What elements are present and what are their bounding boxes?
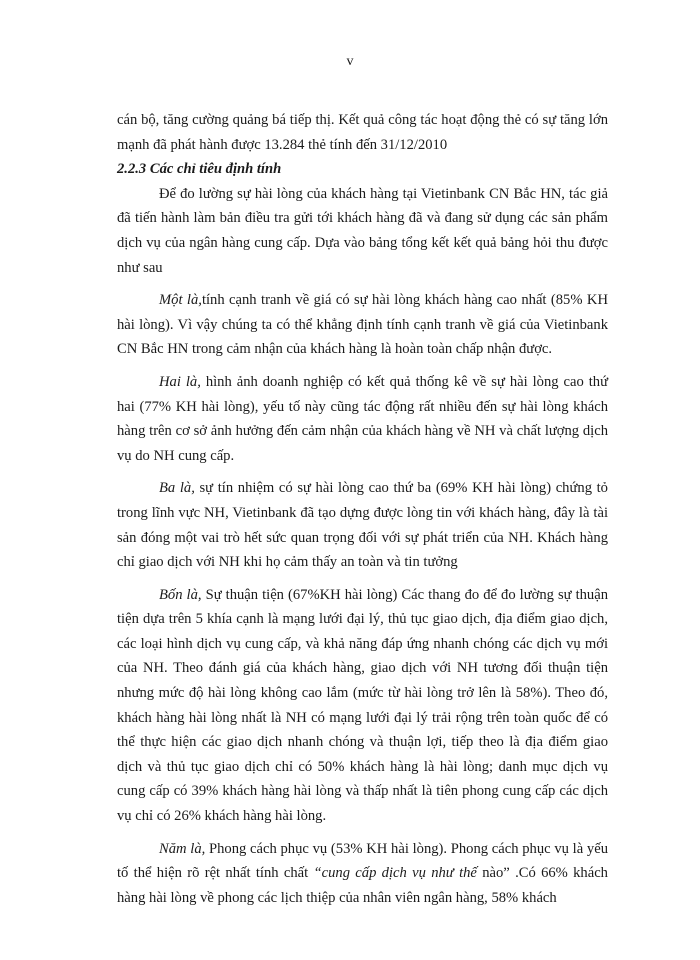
- paragraph-image-lead: Hai là,: [159, 373, 201, 390]
- paragraph-trust: [117, 476, 608, 574]
- paragraph-convenience-lead: Bốn là,: [159, 586, 202, 603]
- paragraph-price: [117, 288, 608, 362]
- paragraph-image: [117, 370, 608, 468]
- paragraph-trust-text: sự tín nhiệm có sự hài lòng cao thứ ba (69% KH hài lòng) chứng tỏ trong lĩnh vực NH, Vietinbank đã tạo dựng được lòng tin với khách hàng, đây là tài sản đóng một vai trò hết sức quan trọng đối với sự phát triển của NH. Khách hàng chỉ giao dịch với NH khi họ cảm thấy an toàn và tin tưởng: [117, 480, 608, 571]
- section-heading: 2.2.3 Các chỉ tiêu định tính: [117, 161, 282, 178]
- paragraph-trust-lead: Ba là,: [159, 480, 195, 497]
- paragraph-image-text: hình ảnh doanh nghiệp có kết quả thống kê về sự hài lòng cao thứ hai (77% KH hài lòng), yếu tố này cũng tác động rất nhiều đến sự hài lòng khách hàng trên cơ sở ảnh hưởng đến cảm nhận của khách hàng về NH và chất lượng dịch vụ do NH cung cấp.: [117, 373, 609, 464]
- document-body: [117, 108, 608, 910]
- paragraph-survey: Để đo lường sự hài lòng của khách hàng tại Vietinbank CN Bắc HN, tác giả đã tiến hành làm bản điều tra gửi tới khách hàng đã và đang sử dụng các sản phẩm dịch vụ của ngân hàng cung cấp. Dựa vào bảng tổng kết kết quả bảng hỏi thu được như sau: [117, 185, 608, 276]
- intro-paragraph: cán bộ, tăng cường quảng bá tiếp thị. Kết quả công tác hoạt động thẻ có sự tăng lớn mạnh đã phát hành được 13.284 thẻ tính đến 31/12/2010: [117, 112, 608, 153]
- paragraph-service-text-a: Phong cách phục vụ (53% KH hài lòng). Phong cách phục vụ là yếu tố thể hiện rõ rệt nhất tính chất: [117, 840, 608, 882]
- paragraph-service-quote: “cung cấp dịch vụ như thế: [313, 865, 477, 882]
- paragraph-price-lead: Một là,: [159, 292, 202, 309]
- paragraph-service-text-b: nào” .Có 66% khách hàng hài lòng về phong các lịch thiệp của nhân viên ngân hàng, 58% khách: [117, 865, 608, 906]
- paragraph-service-style: [117, 837, 608, 911]
- paragraph-convenience-text: Sự thuận tiện (67%KH hài lòng) Các thang đo để đo lường sự thuận tiện dựa trên 5 khía cạnh là mạng lưới đại lý, thủ tục giao dịch, địa điểm giao dịch, các loại hình dịch vụ cung cấp, và khả năng đáp ứng nhanh chóng các dịch vụ mới của NH. Theo đánh giá của khách hàng, giao dịch với NH tương đối thuận tiện nhưng mức độ hài lòng không cao lắm (mức từ hài lòng trở lên là 58%). Theo đó, khách hàng hài lòng nhất là NH có mạng lưới đại lý trải rộng trên toàn quốc để có thể thực hiện các giao dịch nhanh chóng và thuận lợi, tiếp theo là địa điểm giao dịch và thủ tục giao dịch chỉ có 50% khách hàng là hài lòng; danh mục dịch vụ cung cấp có 39% khách hàng hài lòng và thấp nhất là tiên phong cung cấp các dịch vụ chỉ có 26% khách hàng hài lòng.: [117, 586, 608, 825]
- paragraph-convenience: [117, 583, 608, 829]
- paragraph-price-text: tính cạnh tranh về giá có sự hài lòng khách hàng cao nhất (85% KH hài lòng). Vì vậy chúng ta có thể khẳng định tính cạnh tranh về giá của Vietinbank CN Bắc HN trong cảm nhận của khách hàng là hoàn toàn chấp nhận được.: [117, 292, 608, 358]
- page-number: v: [346, 54, 354, 69]
- paragraph-service-lead: Năm là,: [159, 840, 206, 857]
